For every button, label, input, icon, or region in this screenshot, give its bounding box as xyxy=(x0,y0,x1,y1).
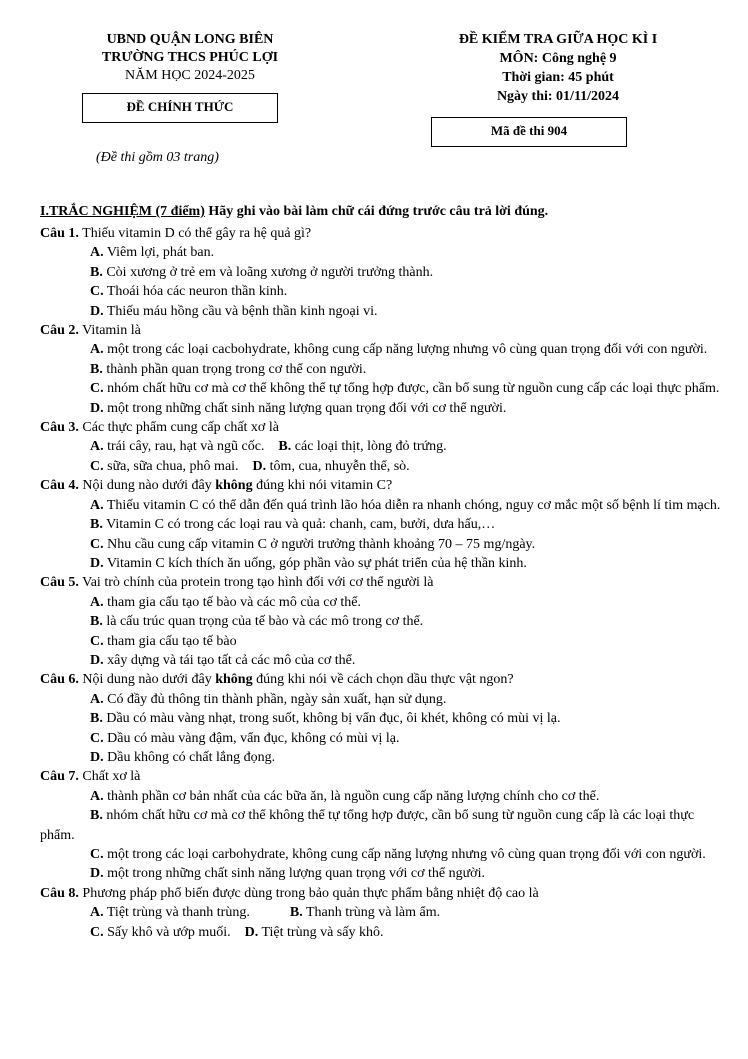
option-text: Thiếu máu hồng cầu và bệnh thần kinh ngoại vi. xyxy=(103,303,378,319)
answer-option xyxy=(40,690,730,709)
option-letter: B. xyxy=(90,614,103,630)
school-year: NĂM HỌC 2024-2025 xyxy=(125,68,255,83)
option-letter: D. xyxy=(90,866,104,882)
answer-option xyxy=(90,925,231,940)
question-list xyxy=(40,224,730,942)
option-text: Dầu không có chất lắng đọng. xyxy=(103,749,276,765)
question-text: Nội dung nào dưới đây xyxy=(78,672,216,688)
answer-option xyxy=(40,612,730,631)
option-text: thành phần quan trọng trong cơ thể con người. xyxy=(102,361,367,377)
answer-option xyxy=(40,593,730,612)
section-title: I.TRẮC NGHIỆM (7 điểm) xyxy=(40,204,205,219)
option-letter: A. xyxy=(90,439,104,455)
option-letter: D. xyxy=(90,555,104,571)
official-exam-label: ĐỀ CHÍNH THỨC xyxy=(126,99,234,114)
question-number: Câu 6. xyxy=(40,672,79,688)
official-exam-box xyxy=(82,93,278,123)
option-text: Tiệt trùng và thanh trùng. xyxy=(103,905,250,921)
option-text: Thiếu vitamin C có thể dẫn đến quá trình lão hóa diễn ra nhanh chóng, nguy cơ mắc một số bệnh lí tim mạch. xyxy=(103,497,721,513)
answer-option xyxy=(40,379,730,398)
answer-option xyxy=(40,340,730,359)
answer-option xyxy=(40,535,730,554)
option-text: tham gia cấu tạo tế bào và các mô của cơ thể. xyxy=(103,594,361,610)
question-number: Câu 8. xyxy=(40,885,79,901)
question-text: Phương pháp phổ biến được dùng trong bảo quản thực phẩm bằng nhiệt độ cao là xyxy=(78,885,539,901)
option-letter: D. xyxy=(244,924,259,940)
answer-option xyxy=(40,729,730,748)
answer-option xyxy=(40,263,730,282)
answer-option-row xyxy=(40,437,730,456)
option-text: Thanh trùng và làm ẩm. xyxy=(302,905,441,921)
option-letter: B. xyxy=(289,905,303,921)
option-text: Vitamin C kích thích ăn uống, góp phần vào sự phát triển của hệ thần kinh. xyxy=(103,555,527,571)
exam-duration: Thời gian: 45 phút xyxy=(502,70,614,85)
question-text-end: đúng khi nói vitamin C? xyxy=(252,478,393,494)
answer-option xyxy=(40,360,730,379)
question-text: Chất xơ là xyxy=(78,769,141,785)
question-stem xyxy=(40,224,730,243)
option-text: là cấu trúc quan trọng của tế bào và các mô trong cơ thể. xyxy=(102,614,424,630)
exam-date: Ngày thi: 01/11/2024 xyxy=(496,89,620,104)
option-text: thành phần cơ bản nhất của các bữa ăn, là nguồn cung cấp năng lượng chính cho cơ thể. xyxy=(103,788,600,804)
option-text: một trong những chất sinh năng lượng quan trọng đối với cơ thể người. xyxy=(103,400,507,416)
answer-option xyxy=(40,864,730,883)
answer-option xyxy=(290,905,440,920)
option-letter: C. xyxy=(90,924,104,940)
option-letter: C. xyxy=(90,536,104,552)
option-text: Viêm lợi, phát ban. xyxy=(103,245,215,261)
option-text: Còi xương ở trẻ em và loãng xương ở người trưởng thành. xyxy=(102,264,434,280)
option-text: Nhu cầu cung cấp vitamin C ở người trưởng thành khoảng 70 – 75 mg/ngày. xyxy=(103,536,536,552)
district-name: UBND QUẬN LONG BIÊN xyxy=(106,32,274,47)
answer-option xyxy=(40,632,730,651)
answer-option xyxy=(40,787,730,806)
option-text: nhóm chất hữu cơ mà cơ thể không thể tự tổng hợp được, cần bổ sung từ nguồn cung cấp là các loại thực phẩm. xyxy=(40,808,695,843)
question-stem xyxy=(40,884,730,903)
exam-subject: MÔN: Công nghệ 9 xyxy=(499,51,617,66)
answer-option xyxy=(40,806,730,845)
option-text: một trong các loại carbohydrate, không cung cấp năng lượng nhưng vô cùng quan trọng đối với con người. xyxy=(103,847,706,862)
option-letter: D. xyxy=(252,458,267,474)
question-number: Câu 5. xyxy=(40,575,79,591)
option-text: Dầu có màu vàng đậm, vẩn đục, không có mùi vị lạ. xyxy=(103,730,400,746)
section-instruction: Hãy ghi vào bài làm chữ cái đứng trước câu trả lời đúng. xyxy=(204,204,549,219)
answer-option xyxy=(40,243,730,262)
answer-option-row xyxy=(40,903,730,922)
answer-option xyxy=(40,554,730,573)
question-text: Vitamin là xyxy=(78,323,141,339)
question-stem xyxy=(40,476,730,495)
answer-option xyxy=(245,925,384,940)
option-text: sữa, sữa chua, phô mai. xyxy=(103,458,239,474)
option-letter: C. xyxy=(90,730,104,746)
option-text: Tiệt trùng và sấy khô. xyxy=(258,924,384,940)
option-text: Thoái hóa các neuron thần kinh. xyxy=(103,284,288,300)
section-heading xyxy=(40,204,548,220)
answer-option xyxy=(40,399,730,418)
option-letter: A. xyxy=(90,594,104,610)
option-text: một trong những chất sinh năng lượng quan trọng với cơ thể người. xyxy=(103,866,485,882)
question-emphasis: không xyxy=(215,672,253,688)
option-text: một trong các loại cacbohydrate, không cung cấp năng lượng nhưng vô cùng quan trọng đối với con người. xyxy=(103,342,708,358)
answer-option xyxy=(40,709,730,728)
answer-option xyxy=(90,459,239,474)
answer-option xyxy=(278,439,446,454)
option-letter: A. xyxy=(90,905,104,921)
header-left xyxy=(40,30,340,86)
answer-option xyxy=(40,496,730,515)
option-letter: D. xyxy=(90,749,104,765)
answer-option xyxy=(40,748,730,767)
question-stem xyxy=(40,321,730,340)
option-letter: A. xyxy=(90,245,104,261)
question-text: Vai trò chính của protein trong tạo hình đối với cơ thể người là xyxy=(78,575,434,591)
option-letter: D. xyxy=(90,652,104,668)
answer-option xyxy=(40,302,730,321)
question-text-end: đúng khi nói về cách chọn dầu thực vật ngon? xyxy=(252,672,514,688)
question-emphasis: không xyxy=(215,478,253,494)
option-text: tôm, cua, nhuyễn thể, sò. xyxy=(266,458,410,474)
question-number: Câu 2. xyxy=(40,323,79,339)
option-letter: A. xyxy=(90,788,104,804)
answer-option xyxy=(90,905,250,920)
option-letter: B. xyxy=(278,439,292,455)
option-letter: C. xyxy=(90,847,104,862)
page-count-note: (Đề thi gồm 03 trang) xyxy=(96,150,219,165)
option-letter: B. xyxy=(90,517,103,533)
answer-option xyxy=(253,459,410,474)
answer-option xyxy=(40,282,730,301)
exam-code-box xyxy=(431,117,627,147)
question-number: Câu 7. xyxy=(40,769,79,785)
option-letter: A. xyxy=(90,691,104,707)
option-text: các loại thịt, lòng đỏ trứng. xyxy=(291,439,447,455)
question-stem xyxy=(40,573,730,592)
answer-option-row xyxy=(40,457,730,476)
option-letter: C. xyxy=(90,284,104,300)
exam-code-label: Mã đề thi 904 xyxy=(490,123,568,138)
option-letter: C. xyxy=(90,381,104,397)
question-text: Các thực phẩm cung cấp chất xơ là xyxy=(78,420,279,436)
option-letter: B. xyxy=(90,808,103,824)
option-text: Vitamin C có trong các loại rau và quả: chanh, cam, bưởi, dưa hấu,… xyxy=(102,517,496,533)
exam-title: ĐỀ KIỂM TRA GIỮA HỌC KÌ I xyxy=(458,32,658,47)
answer-option-row xyxy=(40,923,730,942)
question-text: Nội dung nào dưới đây xyxy=(78,478,216,494)
option-letter: A. xyxy=(90,342,104,358)
question-number: Câu 1. xyxy=(40,226,79,241)
option-letter: D. xyxy=(90,400,104,416)
question-stem xyxy=(40,670,730,689)
question-stem xyxy=(40,418,730,437)
question-text: Thiếu vitamin D có thể gây ra hệ quả gì? xyxy=(78,226,312,241)
option-letter: C. xyxy=(90,633,104,649)
header-right xyxy=(398,30,718,107)
option-text: nhóm chất hữu cơ mà cơ thể không thể tự tổng hợp được, cần bổ sung từ nguồn cung cấp các loại thực phẩm. xyxy=(103,381,720,397)
option-letter: A. xyxy=(90,497,104,513)
option-letter: B. xyxy=(90,361,103,377)
option-text: Có đầy đủ thông tin thành phần, ngày sản xuất, hạn sử dụng. xyxy=(103,691,447,707)
option-text: xây dựng và tái tạo tất cả các mô của cơ thể. xyxy=(103,652,356,668)
option-text: Dầu có màu vàng nhạt, trong suốt, không bị vẩn đục, ôi khét, không có mùi vị lạ. xyxy=(102,711,561,727)
answer-option xyxy=(90,439,264,454)
option-letter: B. xyxy=(90,711,103,727)
option-text: tham gia cấu tạo tế bào xyxy=(103,633,237,649)
question-number: Câu 3. xyxy=(40,420,79,436)
answer-option xyxy=(40,845,730,864)
answer-option xyxy=(40,515,730,534)
school-name: TRƯỜNG THCS PHÚC LỢI xyxy=(101,50,279,65)
option-text: trái cây, rau, hạt và ngũ cốc. xyxy=(103,439,265,455)
answer-option xyxy=(40,651,730,670)
question-number: Câu 4. xyxy=(40,478,79,494)
option-letter: B. xyxy=(90,264,103,280)
option-text: Sấy khô và ướp muối. xyxy=(103,924,231,940)
option-letter: C. xyxy=(90,458,104,474)
option-letter: D. xyxy=(90,303,104,319)
question-stem xyxy=(40,767,730,786)
